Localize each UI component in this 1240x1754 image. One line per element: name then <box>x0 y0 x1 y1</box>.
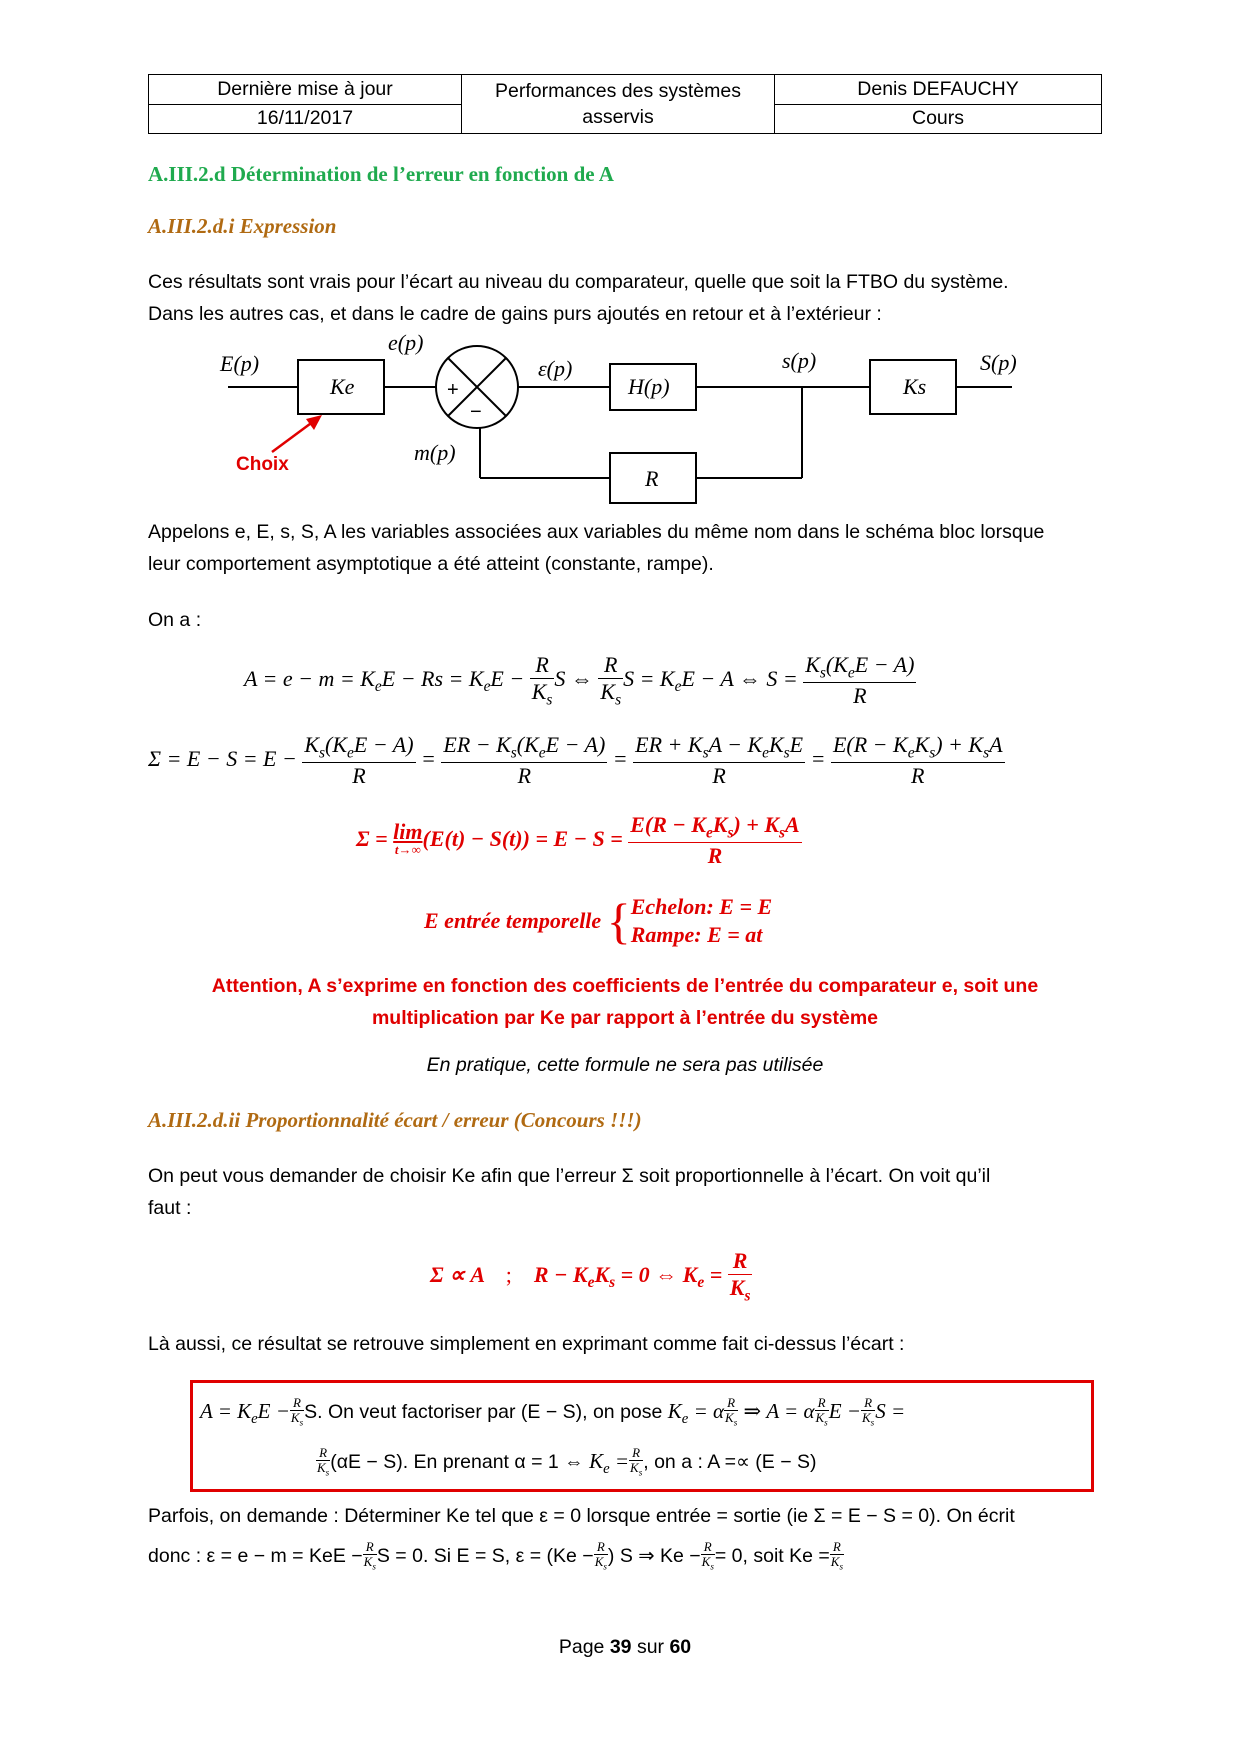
equation-sigma-result: Σ = lim t→∞ (E(t) − S(t)) = E − S = $\frac{E(R - K_eK_s) + K_sA}{R}$ <box>356 812 800 869</box>
footer-page-label: Page <box>558 1636 605 1658</box>
label-h: H(p) <box>628 374 670 399</box>
step-input: Echelon: E = E <box>630 894 773 919</box>
box-line-1-text: S. On veut factoriser par (E − S), on pose <box>304 1401 663 1423</box>
parfois-line-2d: = 0, soit Ke = <box>714 1545 830 1567</box>
intro-paragraph <box>148 266 1102 330</box>
updated-label: Dernière mise à jour <box>149 75 462 105</box>
attention-line-2: multiplication par Ke par rapport à l’entrée du système <box>371 1007 879 1029</box>
proportionality-line-1: On peut vous demander de choisir Ke afin que l’erreur Σ soit proportionnelle à l’écart. On voit qu’il <box>148 1165 991 1187</box>
variables-paragraph <box>148 516 1102 580</box>
section-title: A.III.2.d Détermination de l’erreur en fonction de A <box>148 162 614 186</box>
date: 16/11/2017 <box>149 104 462 134</box>
parfois-line-1: Parfois, on demande : Déterminer Ke tel que ε = 0 lorsque entrée = sortie (ie Σ = E − S = 0). On écrit <box>148 1505 1015 1527</box>
input-types: E entrée temporelle { Echelon: E = E Rampe: E = at <box>424 893 773 949</box>
parfois-line-2c: ) S ⇒ Ke − <box>607 1545 701 1567</box>
variables-line-2: leur comportement asymptotique a été atteint (constante, rampe). <box>148 553 714 575</box>
label-s: s(p) <box>782 348 817 373</box>
intro-line-1: Ces résultats sont vrais pour l’écart au niveau du comparateur, quelle que soit la FTBO du système. <box>148 271 1009 293</box>
la-aussi-paragraph: Là aussi, ce résultat se retrouve simplement en exprimant comme fait ci-dessus l’écart : <box>148 1333 905 1355</box>
subsection-title-proportionality: A.III.2.d.ii Proportionnalité écart / erreur (Concours !!!) <box>148 1108 642 1132</box>
parfois-paragraph: Parfois, on demande : Déterminer Ke tel que ε = 0 lorsque entrée = sortie (ie Σ = E − S = 0). On écrit donc : ε = e − m = KeE − $\frac{R}{K_s}$ S = 0. Si E = S, ε = (Ke − $\frac{R}{K_s}$ ) S ⇒ Ke − $\frac{R}{K_s}$ = 0, soit Ke = $\frac{R}{K_s}$ <box>148 1496 1102 1576</box>
label-e: e(p) <box>388 330 424 355</box>
plus-sign: + <box>447 379 459 401</box>
attention-line-1: Attention, A s’exprime en fonction des coefficients de l’entrée du comparateur e, soit une <box>211 975 1039 997</box>
parfois-line-2b: S = 0. Si E = S, ε = (Ke − <box>376 1545 594 1567</box>
subsection-title-expression: A.III.2.d.i Expression <box>148 214 337 238</box>
practice-note: En pratique, cette formule ne sera pas utilisée <box>426 1054 824 1076</box>
header-table <box>148 74 1102 134</box>
ramp-input: Rampe: E = at <box>630 922 763 947</box>
label-r: R <box>645 466 659 491</box>
box-line-2-end: , on a : A =∝ (E − S) <box>643 1451 817 1474</box>
intro-line-2: Dans les autres cas, et dans le cadre de gains purs ajoutés en retour et à l’extérieur : <box>148 303 882 325</box>
doc-type: Cours <box>775 104 1102 134</box>
label-input: E(p) <box>220 351 260 376</box>
box-content: $A = K_eE$ − $\frac{R}{K_s}$ S. On veut factoriser par (E − S), on pose $K_e = \alpha$ $\frac{R}{K_s}$ ⇒ A = α $\frac{R}{K_s}$ E − $\frac{R}{K_s}$ S = $\frac{R}{K_s}$ (αE − S). En prenant α = 1 ⇔ $K_e$ = $\frac{R}{K_s}$ , on a : A =∝ (E − S) <box>200 1395 906 1478</box>
choice-label: Choix <box>236 454 289 475</box>
footer-total-pages: 60 <box>669 1636 692 1658</box>
author: Denis DEFAUCHY <box>775 75 1102 105</box>
minus-sign: − <box>470 401 482 423</box>
footer-of-label: sur <box>636 1636 665 1658</box>
label-ks: Ks <box>903 374 927 399</box>
proportionality-paragraph <box>148 1160 1102 1224</box>
parfois-line-2a: donc : ε = e − m = KeE − <box>148 1545 363 1567</box>
page-footer <box>148 1636 1102 1659</box>
variables-line-1: Appelons e, E, s, S, A les variables associées aux variables du même nom dans le schéma bloc lorsque <box>148 521 1045 543</box>
label-eps: ε(p) <box>538 356 573 381</box>
equation-a: $A = e - m = K_eE - Rs = K_eE$ − $\frac{R}{K_s}$ S ⇔ $\frac{R}{K_s}$ $S = K_eE - A$ ⇔ S = $\frac{K_s(K_eE - A)}{R}$ <box>244 652 915 709</box>
footer-page-number: 39 <box>609 1636 632 1658</box>
on-a-label: On a : <box>148 609 202 631</box>
equation-sigma-derivation: Σ = E − S = E − $\frac{K_s(K_eE - A)}{R}$ = $\frac{ER - K_s(K_eE - A)}{R}$ = $\frac{ER + K_sA - K_eK_sE}{R}$ = $\frac{E(R - K_eK_s) + K_sA}{R}$ <box>148 732 1003 789</box>
proportionality-condition: Σ ∝ A ; $R - K_eK_s = 0$ ⇔ $K_e$ = $\frac{R}{K_s}$ <box>430 1248 751 1305</box>
label-m: m(p) <box>414 440 456 465</box>
proportionality-line-2: faut : <box>148 1197 192 1219</box>
input-types-label: E entrée temporelle <box>424 908 602 933</box>
box-line-2-text: (αE − S). En prenant α = 1 ⇔ <box>330 1451 584 1474</box>
course-title: Performances des systèmes asservis <box>462 75 775 134</box>
attention-note <box>148 970 1102 1034</box>
label-ke: Ke <box>330 374 355 399</box>
block-diagram <box>0 330 1240 515</box>
label-output: S(p) <box>980 350 1017 375</box>
